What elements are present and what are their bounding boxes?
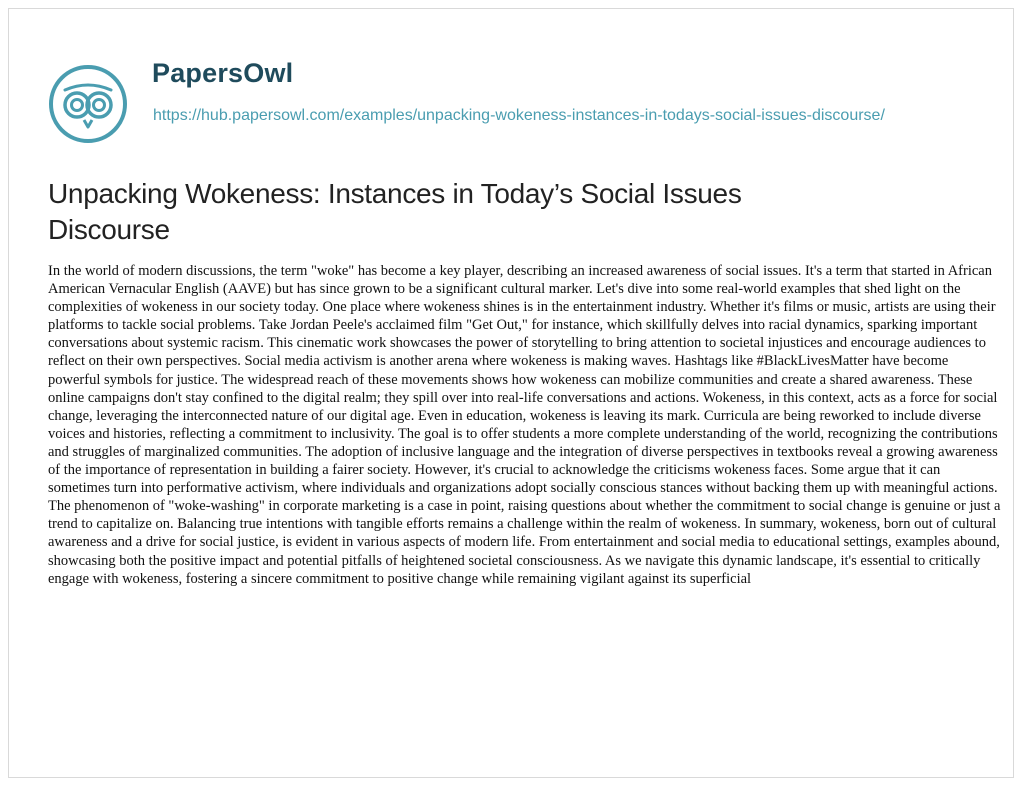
essay-title: Unpacking Wokeness: Instances in Today’s Social Issues Discourse: [48, 178, 742, 245]
owl-eyes-icon: [48, 64, 128, 144]
header: [48, 58, 988, 158]
essay-body: In the world of modern discussions, the term "woke" has become a key player, describing an increased awareness of social issues. It's a term that started in African American Vernacular English (AAVE) but has since grown to be a significant cultural marker. Let's dive into some real-world examples that shed light on the complexities of wokeness in our society today. One place where wokeness shines is in the entertainment industry. Whether it's films or music, artists are using their platforms to tackle social problems. Take Jordan Peele's acclaimed film "Get Out," for instance, which skillfully delves into racial dynamics, sparking important conversations about systemic racism. This cinematic work showcases the power of storytelling to bring attention to societal injustices and encourage audiences to reflect on their own perspectives. Social media activism is another arena where wokeness is making waves. Hashtags like #BlackLivesMatter have become powerful symbols for justice. The widespread reach of these movements shows how wokeness can mobilize communities and create a shared awareness. These online campaigns don't stay confined to the digital realm; they spill over into real-life conversations and actions. Wokeness, in this context, acts as a force for social change, leveraging the interconnected nature of our digital age. Even in education, wokeness is leaving its mark. Curricula are being reworked to include diverse voices and histories, reflecting a commitment to inclusivity. The goal is to offer students a more complete understanding of the world, recognizing the contributions and struggles of marginalized communities. The adoption of inclusive language and the integration of diverse perspectives in textbooks reveal a growing awareness of the importance of representation in building a fairer society. However, it's crucial to acknowledge the criticisms wokeness faces. Some argue that it can sometimes turn into performative activism, where individuals and organizations adopt socially conscious stances without backing them up with meaningful actions. The phenomenon of "woke-washing" in corporate marketing is a case in point, raising questions about whether the commitment to social change is genuine or just a trend to capitalize on. Balancing true intentions with tangible efforts remains a challenge within the realm of wokeness. In summary, wokeness, born out of cultural awareness and a drive for social justice, is evident in various aspects of modern life. From entertainment and social media to educational settings, examples abound, showcasing both the positive impact and potential pitfalls of heightened societal consciousness. As we navigate this dynamic landscape, it's essential to critically engage with wokeness, fostering a sincere commitment to positive change while remaining vigilant against its superficial: [48, 263, 1001, 587]
source-url-link[interactable]: https://hub.papersowl.com/examples/unpacking-wokeness-instances-in-todays-social-issues-discourse/: [153, 107, 885, 124]
brand-name: PapersOwl: [152, 58, 294, 88]
